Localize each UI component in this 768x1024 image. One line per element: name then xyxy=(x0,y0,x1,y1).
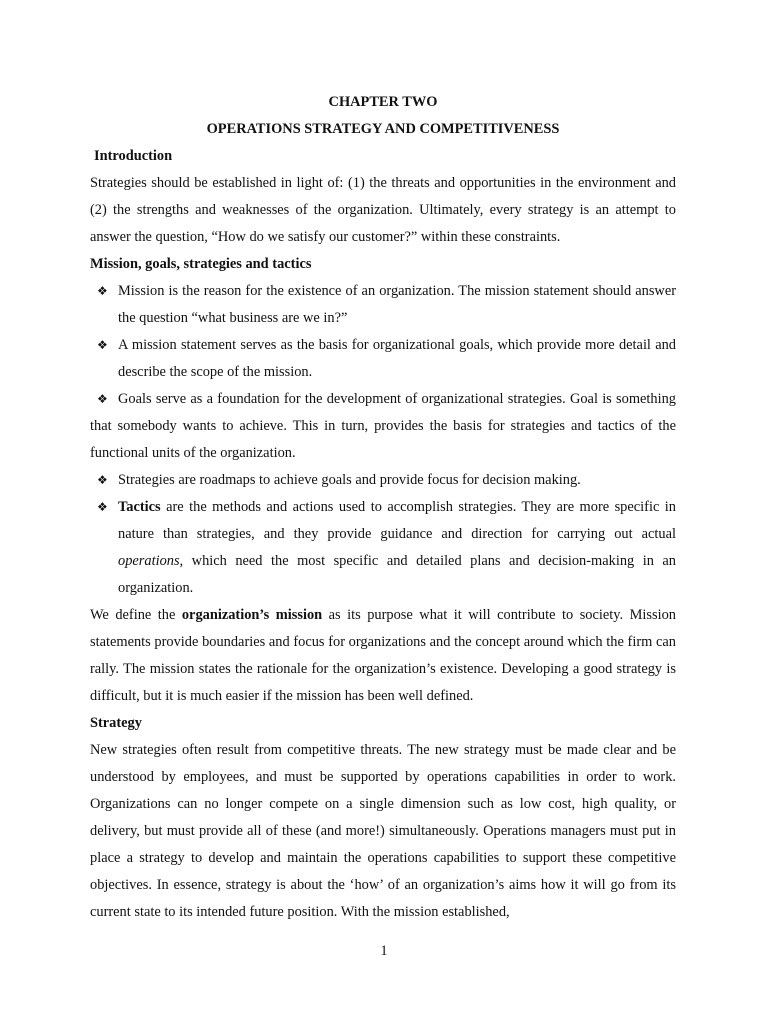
mission-bullet-list xyxy=(90,278,676,602)
strategy-paragraph: New strategies often result from competitive threats. The new strategy must be made clear and be understood by employees, and must be supported by operations capabilities in order to work. Organizations can no longer compete on a single dimension such as low cost, high quality, or delivery, but must provide all of these (and more!) simultaneously. Operations managers must put in place a strategy to develop and maintain the operations capabilities to support these competitive objectives. In essence, strategy is about the ‘how’ of an organization’s aims how it will go from its current state to its intended future position. With the mission established, xyxy=(90,742,676,920)
tactics-term: Tactics xyxy=(118,499,161,515)
list-item xyxy=(90,467,676,494)
page-number: 1 xyxy=(380,943,388,959)
tactics-italic-word: operations, xyxy=(118,553,184,569)
list-item xyxy=(90,278,676,332)
mission-term: organization’s mission xyxy=(181,607,323,623)
diamond-bullet-icon: ❖ xyxy=(97,284,108,298)
list-item xyxy=(90,332,676,386)
tactics-text-part2: which need the most specific and detailed plans and decision-making in an organization. xyxy=(118,553,676,596)
diamond-bullet-icon: ❖ xyxy=(97,500,108,514)
strategy-heading: Strategy xyxy=(90,715,142,731)
bullet-text: Strategies are roadmaps to achieve goals and provide focus for decision making. xyxy=(118,472,581,488)
bullet-text: Mission is the reason for the existence of an organization. The mission statement should answer the question “what business are we in?” xyxy=(118,283,676,326)
introduction-heading: Introduction xyxy=(94,148,173,164)
mission-heading: Mission, goals, strategies and tactics xyxy=(90,256,312,272)
diamond-bullet-icon: ❖ xyxy=(97,473,108,487)
bullet-text: A mission statement serves as the basis for organizational goals, which provide more detail and describe the scope of the mission. xyxy=(118,337,676,380)
diamond-bullet-icon: ❖ xyxy=(97,392,108,406)
mission-definition-paragraph xyxy=(90,602,676,710)
list-item xyxy=(90,494,676,602)
paragraph-lead: We define the xyxy=(90,607,182,623)
chapter-label: CHAPTER TWO xyxy=(328,94,438,110)
diamond-bullet-icon: ❖ xyxy=(97,338,108,352)
tactics-text-part1: are the methods and actions used to accomplish strategies. They are more specific in nature than strategies, and they provide guidance and direction for carrying out actual xyxy=(118,499,676,542)
chapter-title: OPERATIONS STRATEGY AND COMPETITIVENESS xyxy=(206,121,560,137)
list-item xyxy=(90,386,676,467)
introduction-paragraph: Strategies should be established in light of: (1) the threats and opportunities in the environment and (2) the strengths and weaknesses of the organization. Ultimately, every strategy is an attempt to answer the question, “How do we satisfy our customer?” within these constraints. xyxy=(90,175,676,245)
bullet-text: Goals serve as a foundation for the development of organizational strategies. Goal is something that somebody wants to achieve. This in turn, provides the basis for strategies and tactics of the functional units of the organization. xyxy=(90,391,676,461)
paragraph-rest: as its purpose what it will contribute to society. Mission statements provide boundaries and focus for organizations and the concept around which the firm can rally. The mission states the rationale for the organization’s existence. Developing a good strategy is difficult, but it is much easier if the mission has been well defined. xyxy=(90,607,676,704)
